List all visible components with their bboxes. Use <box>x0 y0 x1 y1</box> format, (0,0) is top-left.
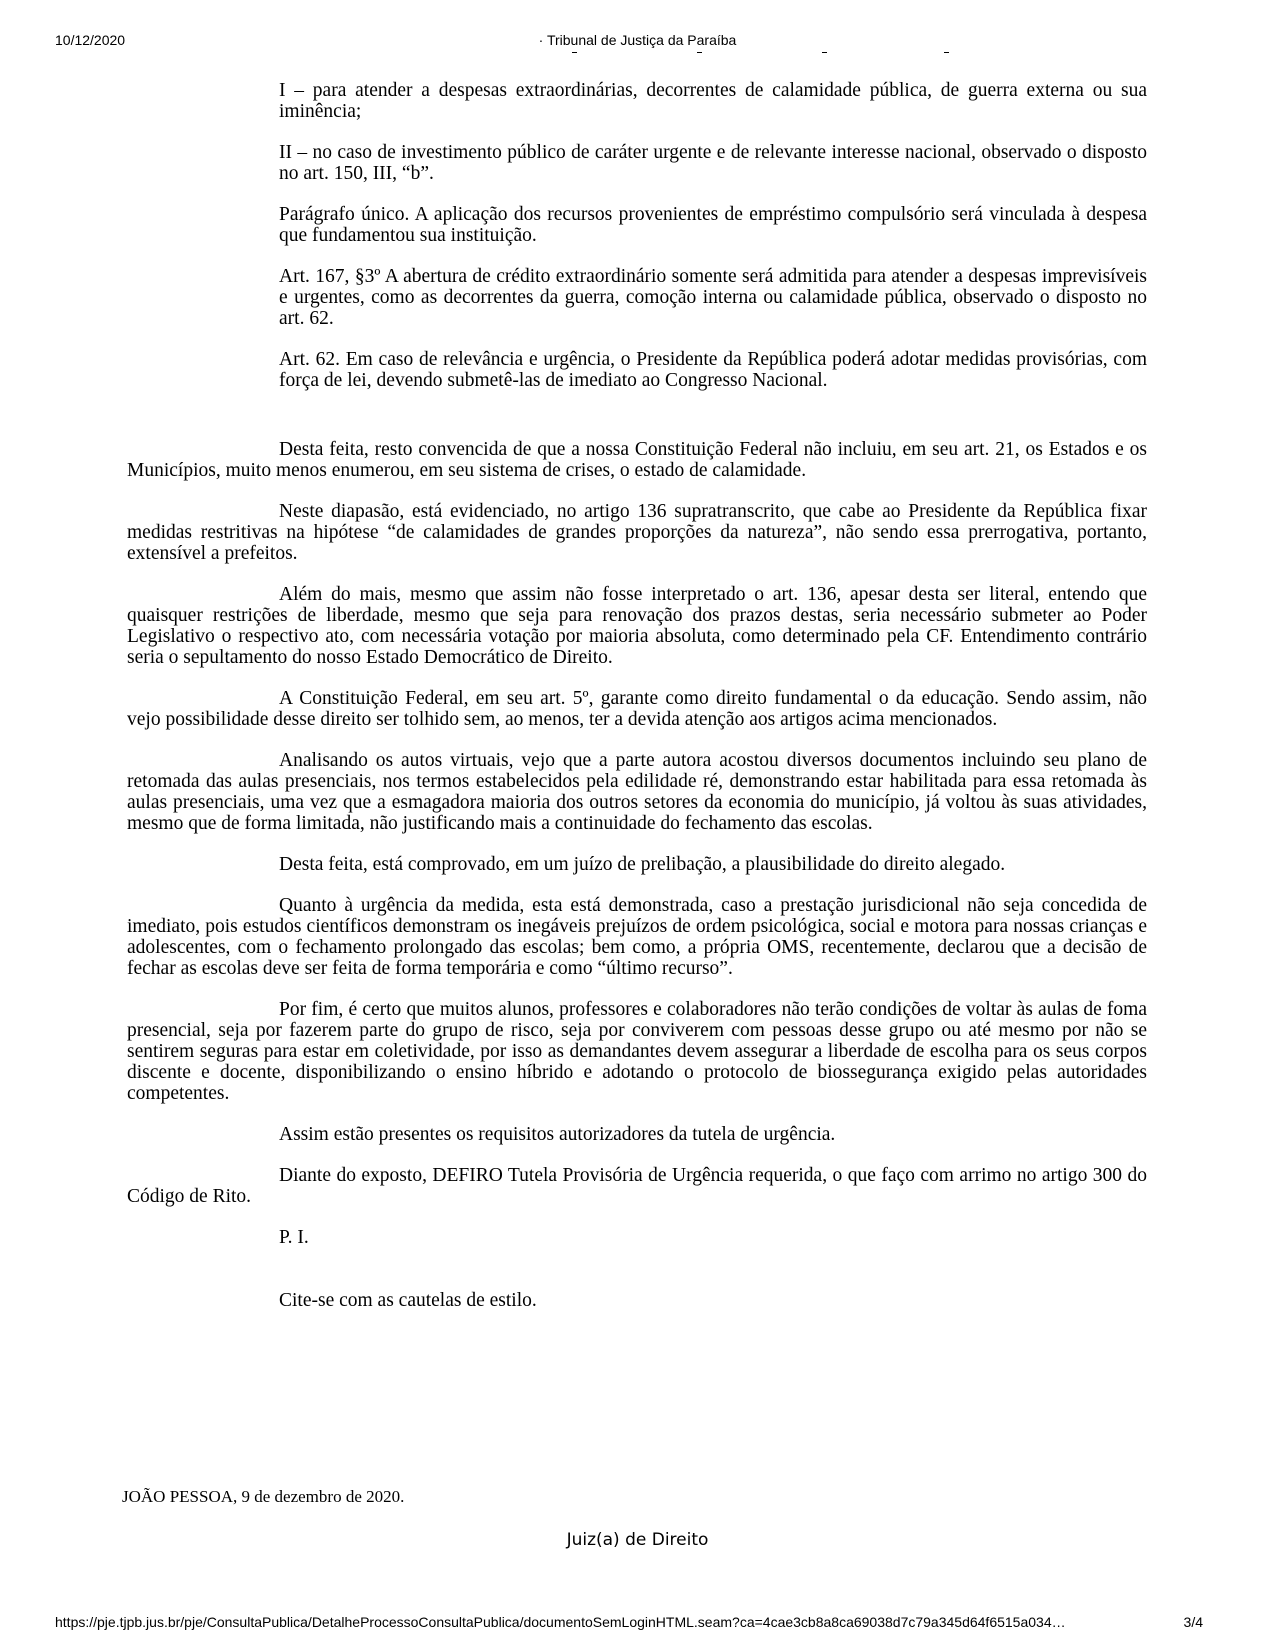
signature-role: Juiz(a) de Direito <box>566 1530 709 1550</box>
body-paragraph: Assim estão presentes os requisitos autorizadores da tutela de urgência. <box>279 1124 836 1145</box>
quote-paragraph: Parágrafo único. A aplicação dos recursos provenientes de empréstimo compulsório será vinculada à despesa que fundamentou sua instituição. <box>279 204 1147 246</box>
body-paragraph: Diante do exposto, DEFIRO Tutela Provisória de Urgência requerida, o que faço com arrimo no artigo 300 do Código de Rito. <box>127 1165 1147 1207</box>
body-paragraph: P. I. <box>279 1227 309 1248</box>
quote-paragraph: I – para atender a despesas extraordinárias, decorrentes de calamidade pública, de guerra externa ou sua iminência; <box>279 80 1147 122</box>
site-title: · Tribunal de Justiça da Paraíba <box>538 32 737 48</box>
body-paragraph: Quanto à urgência da medida, esta está demonstrada, caso a prestação jurisdicional não seja concedida de imediato, pois estudos científicos demonstram os inegáveis prejuízos de ordem psicológica, social e motora para nossas crianças e adolescentes, com o fechamento prolongado das escolas; bem como, a própria OMS, recentemente, declarou que a decisão de fechar as escolas deve ser feita de forma temporária e como “último recurso”. <box>127 895 1147 979</box>
quote-paragraph: II – no caso de investimento público de caráter urgente e de relevante interesse nacional, observado o disposto no art. 150, III, “b”. <box>279 142 1147 184</box>
quote-paragraph: Art. 62. Em caso de relevância e urgência, o Presidente da República poderá adotar medidas provisórias, com força de lei, devendo submetê-las de imediato ao Congresso Nacional. <box>279 349 1147 391</box>
cut-off-text-marks <box>0 52 1275 60</box>
body-paragraph: Por fim, é certo que muitos alunos, professores e colaboradores não terão condições de voltar às aulas de foma presencial, seja por fazerem parte do grupo de risco, seja por conviverem com pessoas desse grupo ou até mesmo por não se sentirem seguras para estar em coletividade, por isso as demandantes devem assegurar a liberdade de escolha para os seus corpos discente e docente, disponibilizando o ensino híbrido e adotando o protocolo de biossegurança exigido pelas autoridades competentes. <box>127 999 1147 1104</box>
body-paragraph: Além do mais, mesmo que assim não fosse interpretado o art. 136, apesar desta ser literal, entendo que quaisquer restrições de liberdade, mesmo que seja para renovação dos prazos destas, seria necessário submeter ao Poder Legislativo o respectivo ato, com necessária votação por maioria absoluta, como determinado pela CF. Entendimento contrário seria o sepultamento do nosso Estado Democrático de Direito. <box>127 584 1147 668</box>
body-paragraph: Desta feita, resto convencida de que a nossa Constituição Federal não incluiu, em seu art. 21, os Estados e os Municípios, muito menos enumerou, em seu sistema de crises, o estado de calamidade. <box>127 439 1147 481</box>
body-paragraph: Desta feita, está comprovado, em um juízo de prelibação, a plausibilidade do direito alegado. <box>279 854 1006 875</box>
page-url: https://pje.tjpb.jus.br/pje/ConsultaPublica/DetalheProcessoConsultaPublica/documentoSemLoginHTML.seam?ca=4cae3cb8a8ca69038d7c79a345d64f6515a034… <box>55 1614 1066 1630</box>
print-footer <box>0 1614 1275 1634</box>
body-paragraph: Neste diapasão, está evidenciado, no artigo 136 supratranscrito, que cabe ao Presidente da República fixar medidas restritivas na hipótese “de calamidades de grandes proporções da natureza”, não sendo essa prerrogativa, portanto, extensível a prefeitos. <box>127 501 1147 564</box>
page-number: 3/4 <box>1183 1614 1203 1630</box>
body-paragraph: Analisando os autos virtuais, vejo que a parte autora acostou diversos documentos incluindo seu plano de retomada das aulas presenciais, nos termos estabelecidos pela edilidade ré, demonstrando estar habilitada para essa retomada às aulas presenciais, uma vez que a esmagadora maioria dos outros setores da economia do município, já voltou às suas atividades, mesmo que de forma limitada, não justificando mais a continuidade do fechamento das escolas. <box>127 750 1147 834</box>
place-and-date: JOÃO PESSOA, 9 de dezembro de 2020. <box>122 1487 405 1506</box>
body-paragraph: Cite-se com as cautelas de estilo. <box>279 1290 537 1311</box>
print-date: 10/12/2020 <box>55 32 126 48</box>
quote-paragraph: Art. 167, §3º A abertura de crédito extraordinário somente será admitida para atender a despesas imprevisíveis e urgentes, como as decorrentes da guerra, comoção interna ou calamidade pública, observado o disposto no art. 62. <box>279 266 1147 329</box>
document-body <box>127 80 1147 1331</box>
body-paragraph: A Constituição Federal, em seu art. 5º, garante como direito fundamental o da educação. Sendo assim, não vejo possibilidade desse direito ser tolhido sem, ao menos, ter a devida atenção aos artigos acima mencionados. <box>127 688 1147 730</box>
